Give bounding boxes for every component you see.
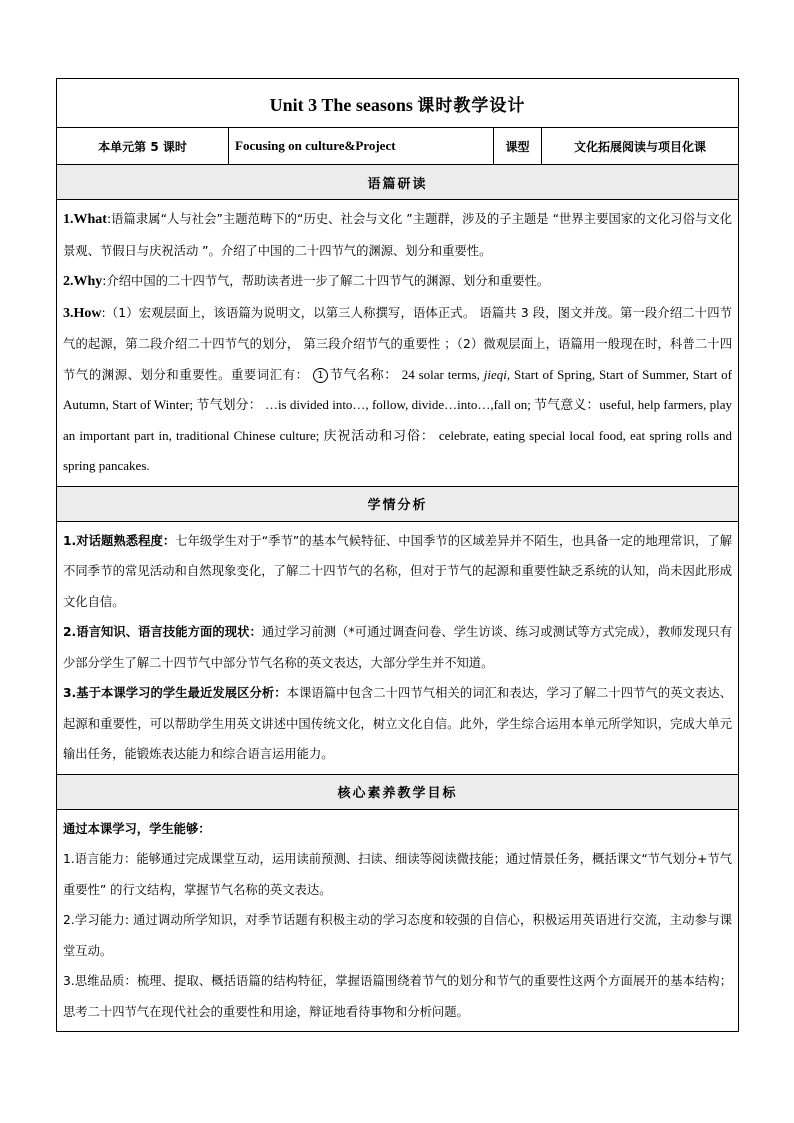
analysis-paragraph-1 <box>63 526 732 618</box>
lesson-number-cell: 本单元第 5 课时 <box>57 128 229 165</box>
section-heading-reading: 语篇研读 <box>57 165 739 200</box>
goals-intro: 通过本课学习，学生能够： <box>63 821 211 836</box>
how-paragraph <box>63 298 732 482</box>
document-title <box>57 79 739 128</box>
analysis-label-2: 2.语言知识、语言技能方面的现状： <box>63 625 262 639</box>
analysis-text-3: 本课语篇中包含二十四节气相关的词汇和表达，学习了解二十四节气的英文表达、起源和重要性，可以帮助学生用英文讲述中国传统文化，树立文化自信。此外，学生综合运用本单元所学知识，完成大单元输出任务，能锻炼表达能力和综合语言运用能力。 <box>63 686 733 761</box>
what-paragraph <box>63 204 732 266</box>
reading-analysis-body <box>57 200 739 487</box>
how-label: 3.How <box>63 305 102 321</box>
how-text-1: :（1）宏观层面上，该语篇为说明文，以第三人称撰写，语体正式。 语篇共 3 段，图文并茂。第一段介绍二十四节气的起源，第二段介绍二十四节气的划分， 第三段介绍节气的重要性 ；（2）微观层面上，语篇用一般现在时，科普二十四节气的渊源、划分和重要性。重要词汇有： <box>63 305 733 382</box>
analysis-label-3: 3.基于本课学习的学生最近发展区分析： <box>63 686 287 700</box>
goal-learning-ability: 2.学习能力: 通过调动所学知识，对季节话题有积极主动的学习态度和较强的自信心，积极运用英语进行交流，主动参与课堂互动。 <box>63 913 733 958</box>
lesson-type-value: 文化拓展阅读与项目化课 <box>542 128 739 165</box>
lesson-plan-table <box>56 78 739 1032</box>
title-english: Unit 3 The seasons <box>269 94 413 115</box>
how-text-2: 节气名称： 24 solar terms, <box>329 366 484 382</box>
why-paragraph <box>63 266 732 298</box>
analysis-label-1: 1.对话题熟悉程度： <box>63 533 176 548</box>
analysis-text-1: 七年级学生对于“季节”的基本气候特征、中国季节的区域差异并不陌生，也具备一定的地理常识，了解不同季节的常见活动和自然现象变化，了解二十四节气的名称，但对于节气的起源和重要性缺乏系统的认知，尚未因此形成文化自信。 <box>63 533 733 609</box>
section-heading-analysis: 学情分析 <box>57 486 739 521</box>
analysis-text-2: 通过学习前测（*可通过调查问卷、学生访谈、练习或测试等方式完成），教师发现只有少部分学生了解二十四节气中部分节气名称的英文表达，大部分学生并不知道。 <box>63 625 733 670</box>
section-heading-goals: 核心素养教学目标 <box>57 774 739 809</box>
goal-thinking-quality: 3.思维品质：梳理、提取、概括语篇的结构特征，掌握语篇围绕着节气的划分和节气的重要性这两个方面展开的基本结构；思考二十四节气在现代社会的重要性和用途，辩证地看待事物和分析问题。 <box>63 974 733 1019</box>
analysis-paragraph-2 <box>63 617 732 678</box>
title-chinese: 课时教学设计 <box>417 95 526 116</box>
lesson-plan-document <box>56 78 738 1032</box>
goal-language-ability: 1.语言能力：能够通过完成课堂互动，运用读前预测、扫读、细读等阅读微技能；通过情景任务，概括课文“节气划分+节气重要性” 的行文结构，掌握节气名称的英文表达。 <box>63 852 733 897</box>
how-text-3: , Start of Spring, Start of Summer, Start of Autumn, Start of Winter; 节气划分： …is divided into…, follow, divide…into…,fall on; 节气意义：useful, help farmers, play an important part in, traditional Chinese culture; 庆祝活动和习俗： celebrate, eating special local food, eat spring rolls and spring pancakes. <box>63 366 733 473</box>
circled-number-icon: 1 <box>313 368 328 383</box>
how-italic-term: jieqi <box>483 366 507 382</box>
teaching-goals-body <box>57 809 739 1032</box>
what-label: 1.What <box>63 212 107 227</box>
analysis-paragraph-3 <box>63 678 732 770</box>
why-text: :介绍中国的二十四节气，帮助读者进一步了解二十四节气的渊源、划分和重要性。 <box>102 274 550 288</box>
lesson-type-label: 课型 <box>494 128 542 165</box>
lesson-topic-cell: Focusing on culture&Project <box>229 128 494 165</box>
why-label: 2.Why <box>63 274 103 289</box>
what-text: :语篇隶属“人与社会”主题范畴下的“历史、社会与文化 ”主题群，涉及的子主题是 “世界主要国家的文化习俗与文化景观、节假日与庆祝活动 ”。介绍了中国的二十四节气的渊源、划分和重要性。 <box>63 212 733 258</box>
student-analysis-body <box>57 521 739 774</box>
